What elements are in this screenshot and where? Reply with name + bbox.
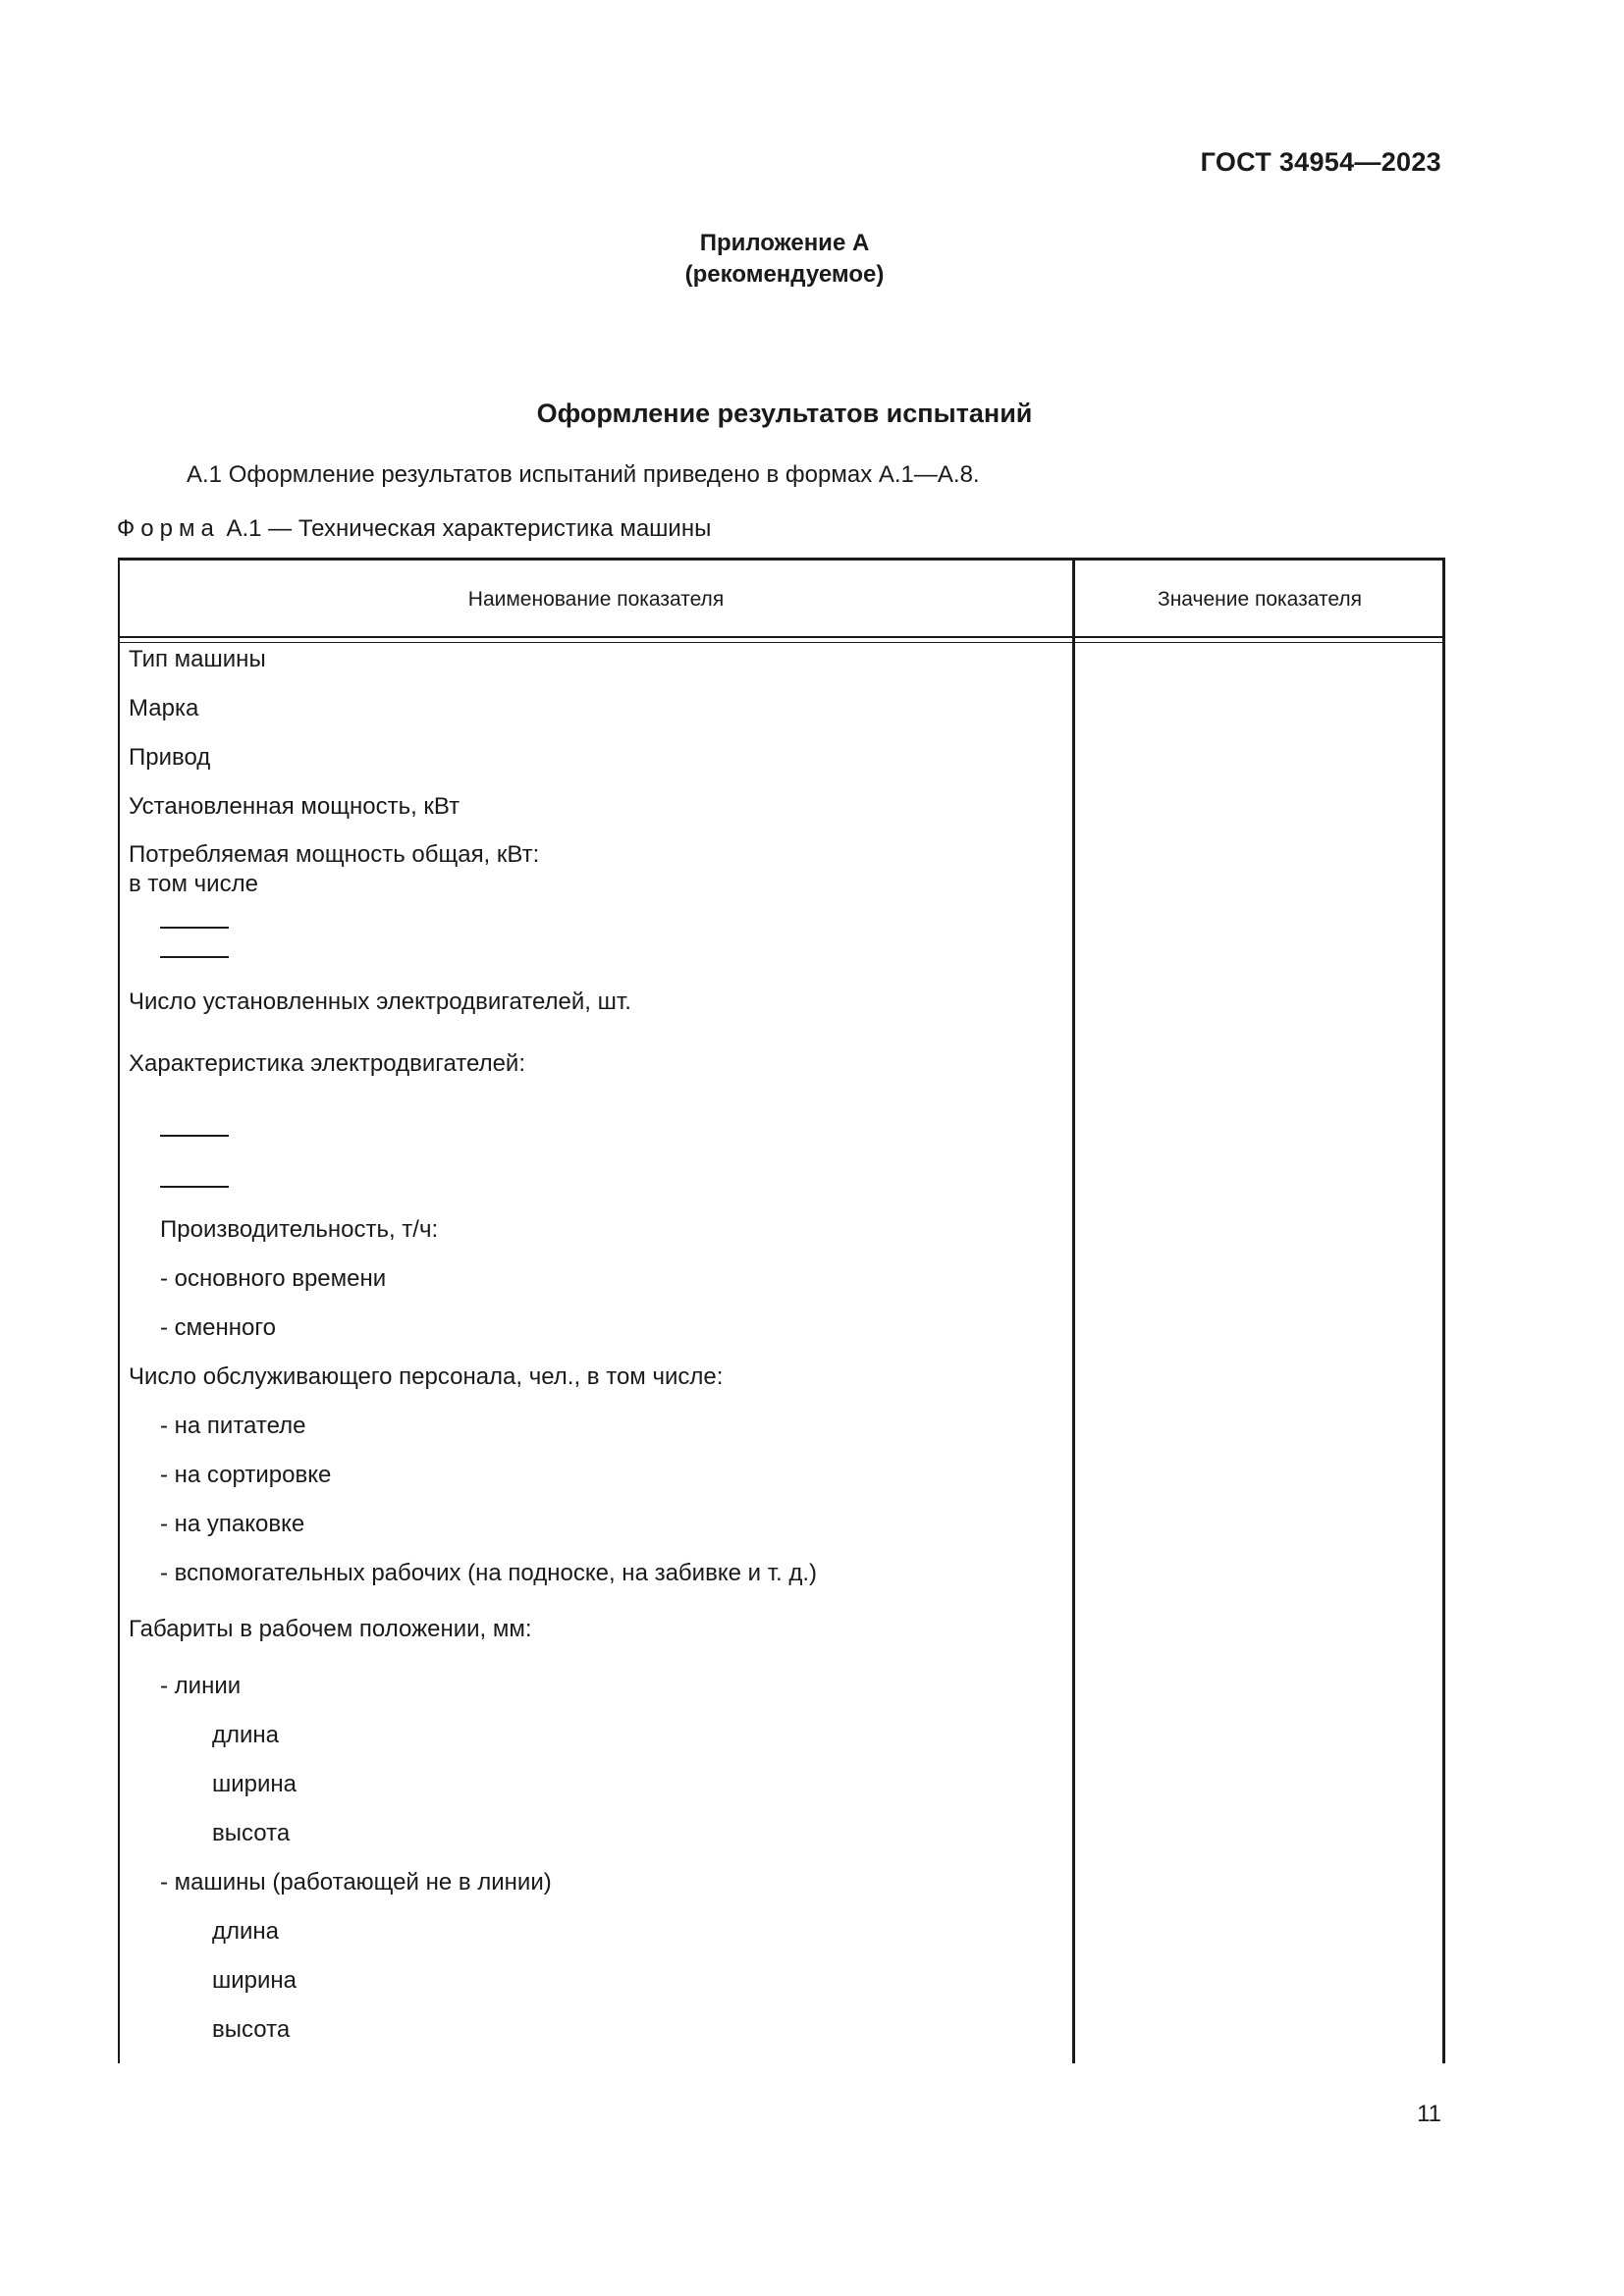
blank-dash-line <box>160 927 229 929</box>
form-label: Форма <box>117 515 220 542</box>
column-divider <box>1072 561 1075 2063</box>
intro-paragraph: А.1 Оформление результатов испытаний приведено в формах А.1—А.8. <box>187 461 980 488</box>
table-row: ширина <box>212 1967 298 1994</box>
blank-dash-line <box>160 1186 229 1188</box>
blank-dash-line <box>160 1135 229 1137</box>
table-row: - на питателе <box>160 1413 306 1439</box>
standard-number: ГОСТ 34954—2023 <box>1200 147 1441 177</box>
table-row: Характеристика электродвигателей: <box>129 1050 525 1077</box>
table-row: в том числе <box>129 871 258 897</box>
table-row: - на упаковке <box>160 1511 305 1537</box>
column-header-value: Значение показателя <box>1158 588 1362 611</box>
table-row: ширина <box>212 1771 298 1797</box>
table-row: длина <box>212 1918 280 1945</box>
table-row: - вспомогательных рабочих (на подноске, на забивке и т. д.) <box>160 1560 818 1586</box>
table-row: длина <box>212 1722 280 1748</box>
table-row: Габариты в рабочем положении, мм: <box>129 1616 532 1642</box>
header-separator-double <box>120 642 1442 643</box>
appendix-subtitle: (рекомендуемое) <box>684 261 885 288</box>
table-row: - сменного <box>160 1314 276 1341</box>
table-row: Потребляемая мощность общая, кВт: <box>129 841 540 868</box>
page-number: 11 <box>1417 2101 1441 2127</box>
table-row: Число установленных электродвигателей, шт. <box>129 988 631 1015</box>
characteristics-table <box>118 558 1445 2063</box>
form-caption-text: А.1 — Техническая характеристика машины <box>226 515 712 542</box>
table-row: Марка <box>129 695 199 721</box>
table-row: - на сортировке <box>160 1462 332 1488</box>
table-row: высота <box>212 2016 291 2043</box>
table-row: Привод <box>129 744 211 771</box>
blank-dash-line <box>160 956 229 958</box>
header-separator <box>120 636 1442 638</box>
section-title: Оформление результатов испытаний <box>536 399 1033 428</box>
form-caption <box>117 515 711 543</box>
table-row: Число обслуживающего персонала, чел., в том числе: <box>129 1363 724 1390</box>
table-row: Производительность, т/ч: <box>160 1216 439 1243</box>
table-row: высота <box>212 1820 291 1846</box>
table-row: Тип машины <box>129 646 266 672</box>
appendix-heading <box>0 228 1569 291</box>
table-row: - машины (работающей не в линии) <box>160 1869 552 1896</box>
table-row: Установленная мощность, кВт <box>129 793 460 820</box>
table-row: - основного времени <box>160 1265 387 1292</box>
appendix-title: Приложение А <box>699 230 870 256</box>
table-row: - линии <box>160 1673 242 1699</box>
column-header-name: Наименование показателя <box>467 588 725 611</box>
